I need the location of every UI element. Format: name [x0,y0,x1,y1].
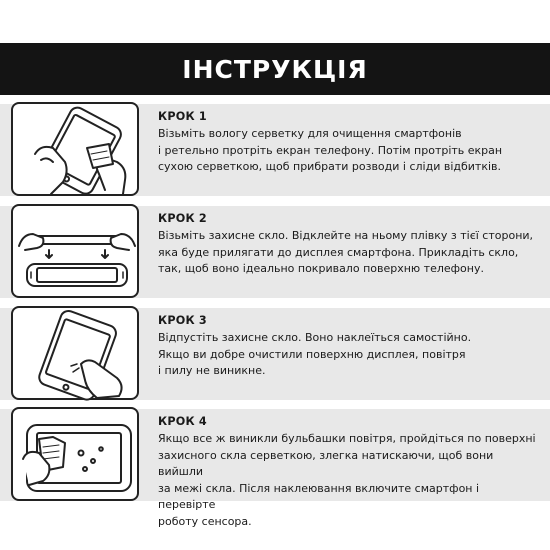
wipe-phone-illustration [11,102,139,196]
step-title: КРОК 1 [158,110,207,123]
remove-bubbles-illustration [11,407,139,501]
step-2 [0,204,550,300]
press-glass-illustration [11,306,139,400]
step-text: Відпустіть захисне скло. Воно наклеїться самостійно. Якщо ви добре очистили поверхню дисплея, повітря і пилу не виникне. [158,331,472,377]
step-title: КРОК 2 [158,212,207,225]
header-banner [0,43,550,95]
step-1 [0,102,550,198]
step-text: Візьміть вологу серветку для очищення смартфонів і ретельно протріть екран телефону. Потім протріть екран сухою серветкою, щоб прибрати розводи і сліди відбитків. [158,127,503,173]
apply-glass-illustration [11,204,139,298]
step-text: Візьміть захисне скло. Відклейте на ньому плівку з тієї сторони, яка буде прилягати до дисплея смартфона. Прикладіть скло, так, щоб воно ідеально покривало поверхню телефону. [158,229,534,275]
step-title: КРОК 4 [158,415,207,428]
step-4 [0,407,550,528]
page-title: ІНСТРУКЦІЯ [182,54,368,84]
step-3 [0,306,550,402]
step-title: КРОК 3 [158,314,207,327]
step-text: Якщо все ж виникли бульбашки повітря, пройдіться по поверхні захисного скла серветкою, злегка натискаючи, щоб вони вийшли за межі скла. Після наклеювання включите смартфон і перевірте роботу сенсора. [158,432,536,528]
